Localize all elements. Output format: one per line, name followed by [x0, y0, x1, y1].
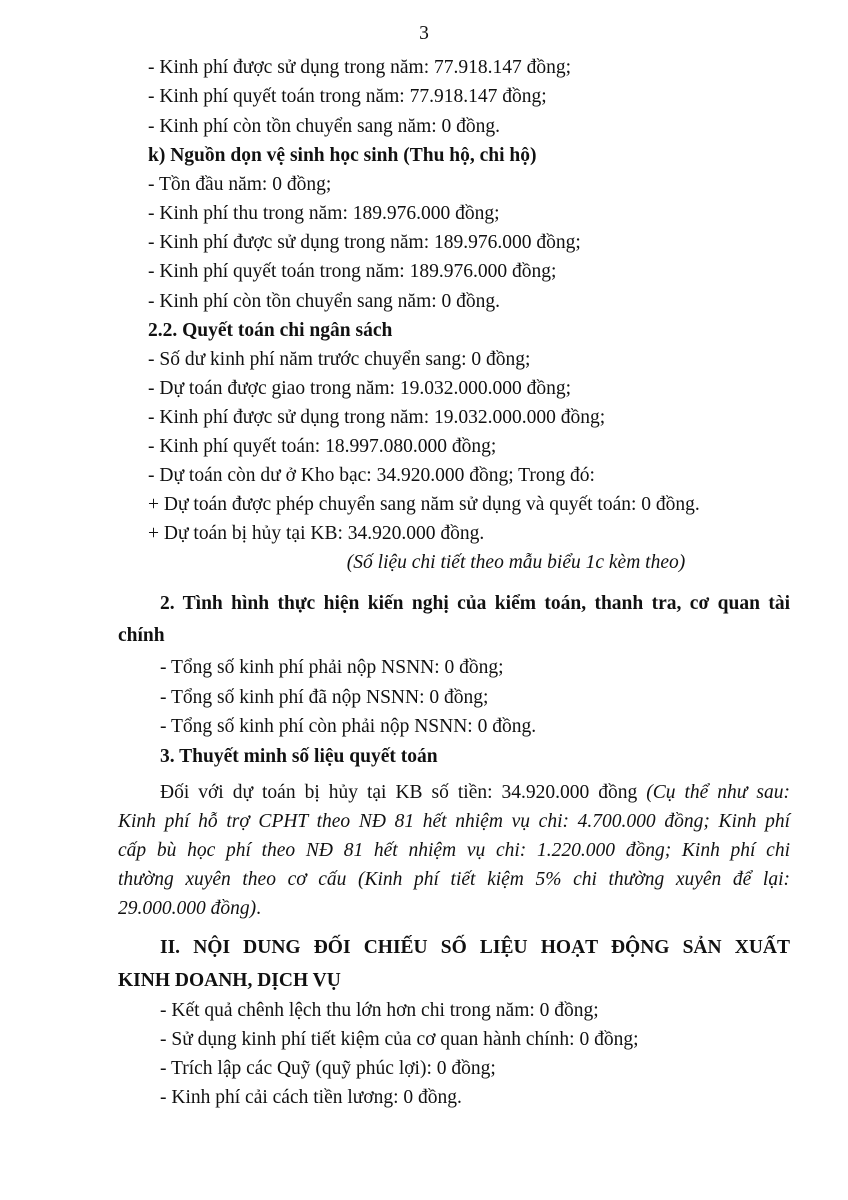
- list-item: - Kinh phí cải cách tiền lương: 0 đồng.: [160, 1087, 462, 1108]
- section-3-paragraph-line1: [160, 781, 790, 805]
- page-number: 3: [419, 23, 429, 44]
- list-item: - Sử dụng kinh phí tiết kiệm của cơ quan hành chính: 0 đồng;: [160, 1029, 639, 1050]
- list-item: - Tổng số kinh phí phải nộp NSNN: 0 đồng;: [160, 657, 504, 678]
- list-item: - Dự toán được giao trong năm: 19.032.000.000 đồng;: [148, 378, 572, 399]
- section-2-heading: 2. Tình hình thực hiện kiến nghị của kiểm toán, thanh tra, cơ quan tài: [160, 593, 790, 614]
- list-item: - Kinh phí thu trong năm: 189.976.000 đồng;: [148, 203, 500, 224]
- list-item: - Kinh phí được sử dụng trong năm: 189.976.000 đồng;: [148, 232, 581, 253]
- list-item: - Kinh phí còn tồn chuyển sang năm: 0 đồng.: [148, 291, 501, 312]
- section-2-heading-cont: chính: [118, 625, 165, 646]
- list-item: - Kinh phí quyết toán: 18.997.080.000 đồng;: [148, 436, 497, 457]
- list-item: - Dự toán còn dư ở Kho bạc: 34.920.000 đồng; Trong đó:: [148, 465, 595, 486]
- section-2-2-note: (Số liệu chi tiết theo mẫu biểu 1c kèm theo): [346, 552, 686, 573]
- list-item: - Tồn đầu năm: 0 đồng;: [148, 174, 332, 195]
- list-item: - Trích lập các Quỹ (quỹ phúc lợi): 0 đồng;: [160, 1058, 496, 1079]
- list-item: - Số dư kinh phí năm trước chuyển sang: 0 đồng;: [148, 349, 531, 370]
- section-2-2-heading: 2.2. Quyết toán chi ngân sách: [148, 320, 393, 341]
- list-item: - Kinh phí còn tồn chuyển sang năm: 0 đồng.: [148, 116, 501, 137]
- section-3-paragraph-line4: thường xuyên theo cơ cấu (Kinh phí tiết kiệm 5% chi thường xuyên để lại:: [118, 869, 790, 890]
- list-item: - Kết quả chênh lệch thu lớn hơn chi trong năm: 0 đồng;: [160, 1000, 599, 1021]
- list-item: - Kinh phí quyết toán trong năm: 189.976.000 đồng;: [148, 261, 557, 282]
- list-item: + Dự toán bị hủy tại KB: 34.920.000 đồng.: [148, 523, 485, 544]
- list-item: + Dự toán được phép chuyển sang năm sử dụng và quyết toán: 0 đồng.: [148, 494, 700, 515]
- list-item: - Tổng số kinh phí đã nộp NSNN: 0 đồng;: [160, 687, 489, 708]
- section-3-heading: 3. Thuyết minh số liệu quyết toán: [160, 746, 438, 767]
- list-item: - Kinh phí được sử dụng trong năm: 19.032.000.000 đồng;: [148, 407, 606, 428]
- paragraph-italic: 29.000.000 đồng): [118, 898, 257, 919]
- list-item: - Kinh phí được sử dụng trong năm: 77.918.147 đồng;: [148, 57, 572, 78]
- section-3-paragraph-line5: [118, 897, 261, 921]
- section-k-heading: k) Nguồn dọn vệ sinh học sinh (Thu hộ, chi hộ): [148, 145, 537, 166]
- section-II-heading: II. NỘI DUNG ĐỐI CHIẾU SỐ LIỆU HOẠT ĐỘNG SẢN XUẤT: [160, 937, 790, 958]
- section-3-paragraph-line2: Kinh phí hỗ trợ CPHT theo NĐ 81 hết nhiệm vụ chi: 4.700.000 đồng; Kinh phí: [118, 811, 790, 832]
- list-item: - Kinh phí quyết toán trong năm: 77.918.147 đồng;: [148, 86, 547, 107]
- list-item: - Tổng số kinh phí còn phải nộp NSNN: 0 đồng.: [160, 716, 537, 737]
- paragraph-italic: (Cụ thể như sau:: [646, 782, 790, 803]
- paragraph-text: .: [256, 898, 261, 919]
- section-II-heading-cont: KINH DOANH, DỊCH VỤ: [118, 970, 341, 991]
- section-3-paragraph-line3: cấp bù học phí theo NĐ 81 hết nhiệm vụ chi: 1.220.000 đồng; Kinh phí chi: [118, 840, 790, 861]
- paragraph-text: Đối với dự toán bị hủy tại KB số tiền: 34.920.000 đồng: [160, 782, 647, 803]
